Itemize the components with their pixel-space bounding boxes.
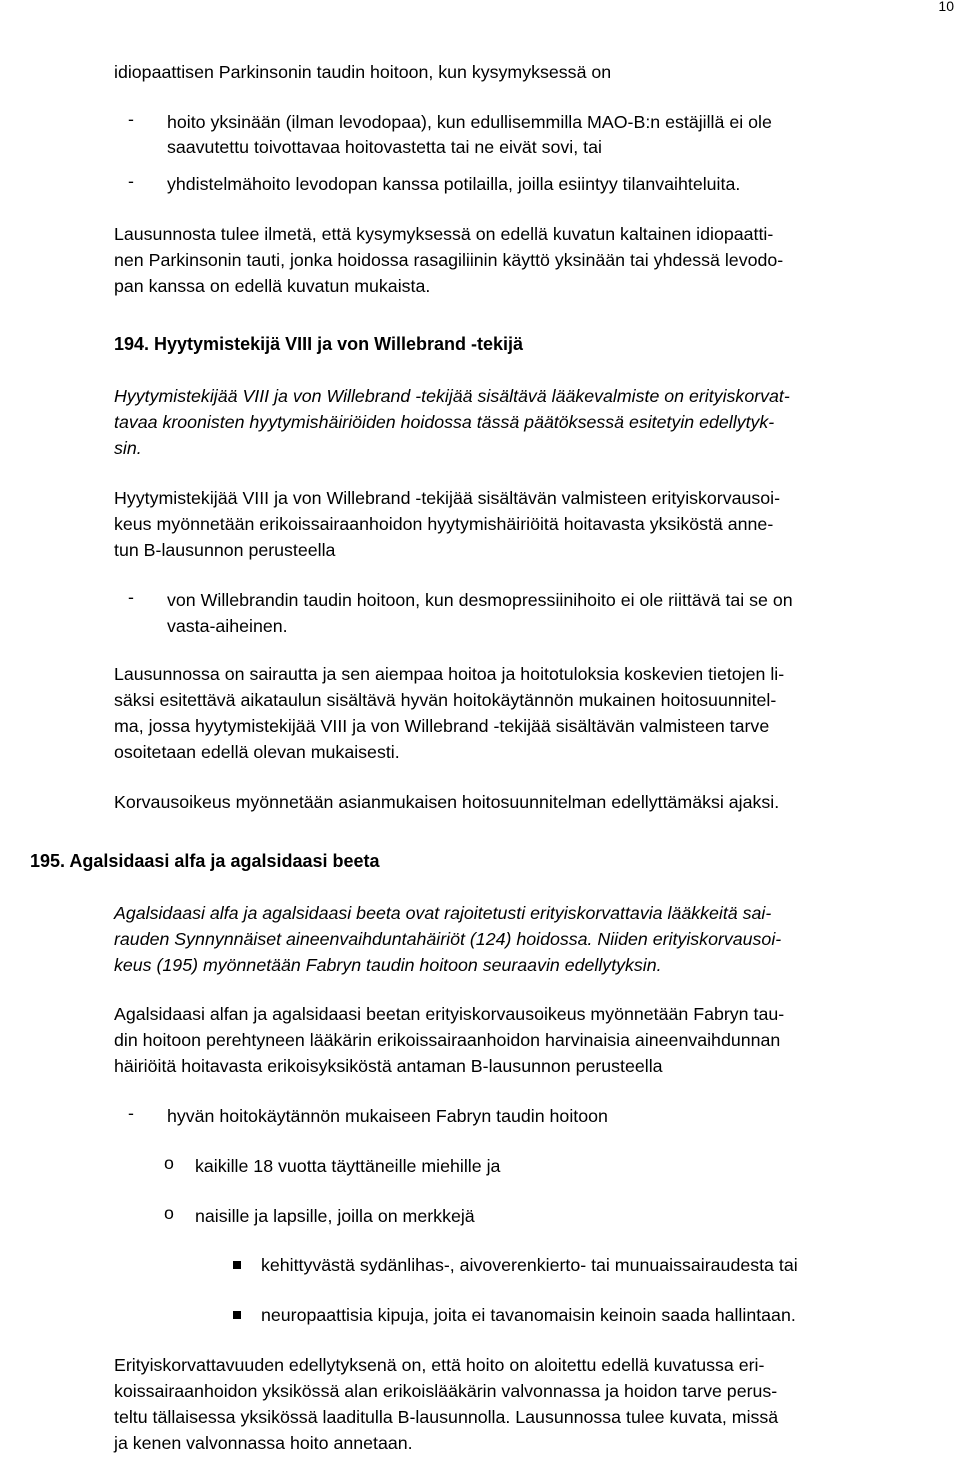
s194-paragraph-line: ma, jossa hyytymistekijää VIII ja von Willebrand -tekijää sisältävän valmisteen tarve [114,716,770,736]
circle-bullet: o [164,1153,174,1173]
s194-paragraph-line: Korvausoikeus myönnetään asianmukaisen hoitosuunnitelman edellyttämäksi ajaksi. [114,792,780,812]
s194-paragraph-line: Hyytymistekijää VIII ja von Willebrand -tekijää sisältävän valmisteen erityiskorvausoi- [114,488,781,508]
s195-paragraph-line: Erityiskorvattavuuden edellytyksenä on, että hoito on aloitettu edellä kuvatussa eri- [114,1355,765,1375]
square-bullet-icon [233,1261,241,1269]
s194-paragraph-line: tun B-lausunnon perusteella [114,540,336,560]
s194-list-item-cont: vasta-aiheinen. [167,616,288,636]
s194-paragraph-line: osoitetaan edellä olevan mukaisesti. [114,742,400,762]
s195-italic-line: Agalsidaasi alfa ja agalsidaasi beeta ovat rajoitetusti erityiskorvattavia lääkkeitä sai- [114,903,772,923]
s194-italic-line: tavaa kroonisten hyytymishäiriöiden hoidossa tässä päätöksessä esitetyin edellytyk- [114,412,775,432]
section-194-heading: 194. Hyytymistekijä VIII ja von Willebrand -tekijä [114,334,523,354]
section-195-heading: 195. Agalsidaasi alfa ja agalsidaasi beeta [30,851,380,871]
s195-sub-item: naisille ja lapsille, joilla on merkkejä [195,1206,475,1226]
s195-italic-line: rauden Synnynnäiset aineenvaihduntahäiriöt (124) hoidossa. Niiden erityiskorvausoi- [114,929,782,949]
s195-paragraph-line: teltu tällaisessa yksikössä laaditulla B-lausunnolla. Lausunnossa tulee kuvata, missä [114,1407,779,1427]
s195-sub-item: kaikille 18 vuotta täyttäneille miehille ja [195,1156,501,1176]
intro-list-item: yhdistelmähoito levodopan kanssa potilailla, joilla esiintyy tilanvaihteluita. [167,174,741,194]
s194-list-item: von Willebrandin taudin hoitoon, kun desmopressiinihoito ei ole riittävä tai se on [167,590,793,610]
circle-bullet: o [164,1203,174,1223]
intro-paragraph-line: Lausunnosta tulee ilmetä, että kysymyksessä on edellä kuvatun kaltainen idiopaatti- [114,224,774,244]
square-bullet-icon [233,1311,241,1319]
dash-bullet: - [128,171,134,191]
s195-paragraph-line: koissairaanhoidon yksikössä alan erikoislääkärin valvonnassa ja hoidon tarve perus- [114,1381,778,1401]
intro-paragraph-line: pan kanssa on edellä kuvatun mukaista. [114,276,431,296]
s194-paragraph-line: säksi esitettävä aikataulun sisältävä hyvän hoitokäytännön mukainen hoitosuunnitel- [114,690,777,710]
s195-subsub-item: neuropaattisia kipuja, joita ei tavanomaisin keinoin saada hallintaan. [261,1305,796,1325]
s194-paragraph-line: keus myönnetään erikoissairaanhoidon hyytymishäiriöitä hoitavasta yksiköstä anne- [114,514,774,534]
intro-list-item: hoito yksinään (ilman levodopaa), kun edullisemmilla MAO-B:n estäjillä ei ole [167,112,772,132]
s195-subsub-item: kehittyvästä sydänlihas-, aivoverenkierto- tai munuaissairaudesta tai [261,1255,798,1275]
s195-paragraph-line: Agalsidaasi alfan ja agalsidaasi beetan erityiskorvausoikeus myönnetään Fabryn tau- [114,1004,785,1024]
s195-list-item: hyvän hoitokäytännön mukaiseen Fabryn taudin hoitoon [167,1106,608,1126]
s195-paragraph-line: häiriöitä hoitavasta erikoisyksiköstä antaman B-lausunnon perusteella [114,1056,663,1076]
s194-italic-line: sin. [114,438,142,458]
dash-bullet: - [128,1103,134,1123]
s195-paragraph-line: ja kenen valvonnassa hoito annetaan. [114,1433,413,1453]
s195-italic-line: keus (195) myönnetään Fabryn taudin hoitoon seuraavin edellytyksin. [114,955,662,975]
dash-bullet: - [128,587,134,607]
intro-list-item-cont: saavutettu toivottavaa hoitovastetta tai ne eivät sovi, tai [167,137,602,157]
s194-paragraph-line: Lausunnossa on sairautta ja sen aiempaa hoitoa ja hoitotuloksia koskevien tietojen li- [114,664,785,684]
intro-paragraph-line: nen Parkinsonin tauti, jonka hoidossa rasagiliinin käyttö yksinään tai yhdessä levodo- [114,250,784,270]
s194-italic-line: Hyytymistekijää VIII ja von Willebrand -tekijää sisältävä lääkevalmiste on erityiskorvat- [114,386,790,406]
intro-text: idiopaattisen Parkinsonin taudin hoitoon, kun kysymyksessä on [114,62,612,82]
s195-paragraph-line: din hoitoon perehtyneen lääkärin erikoissairaanhoidon harvinaisia aineenvaihdunnan [114,1030,781,1050]
page-number: 10 [938,0,954,14]
dash-bullet: - [128,109,134,129]
